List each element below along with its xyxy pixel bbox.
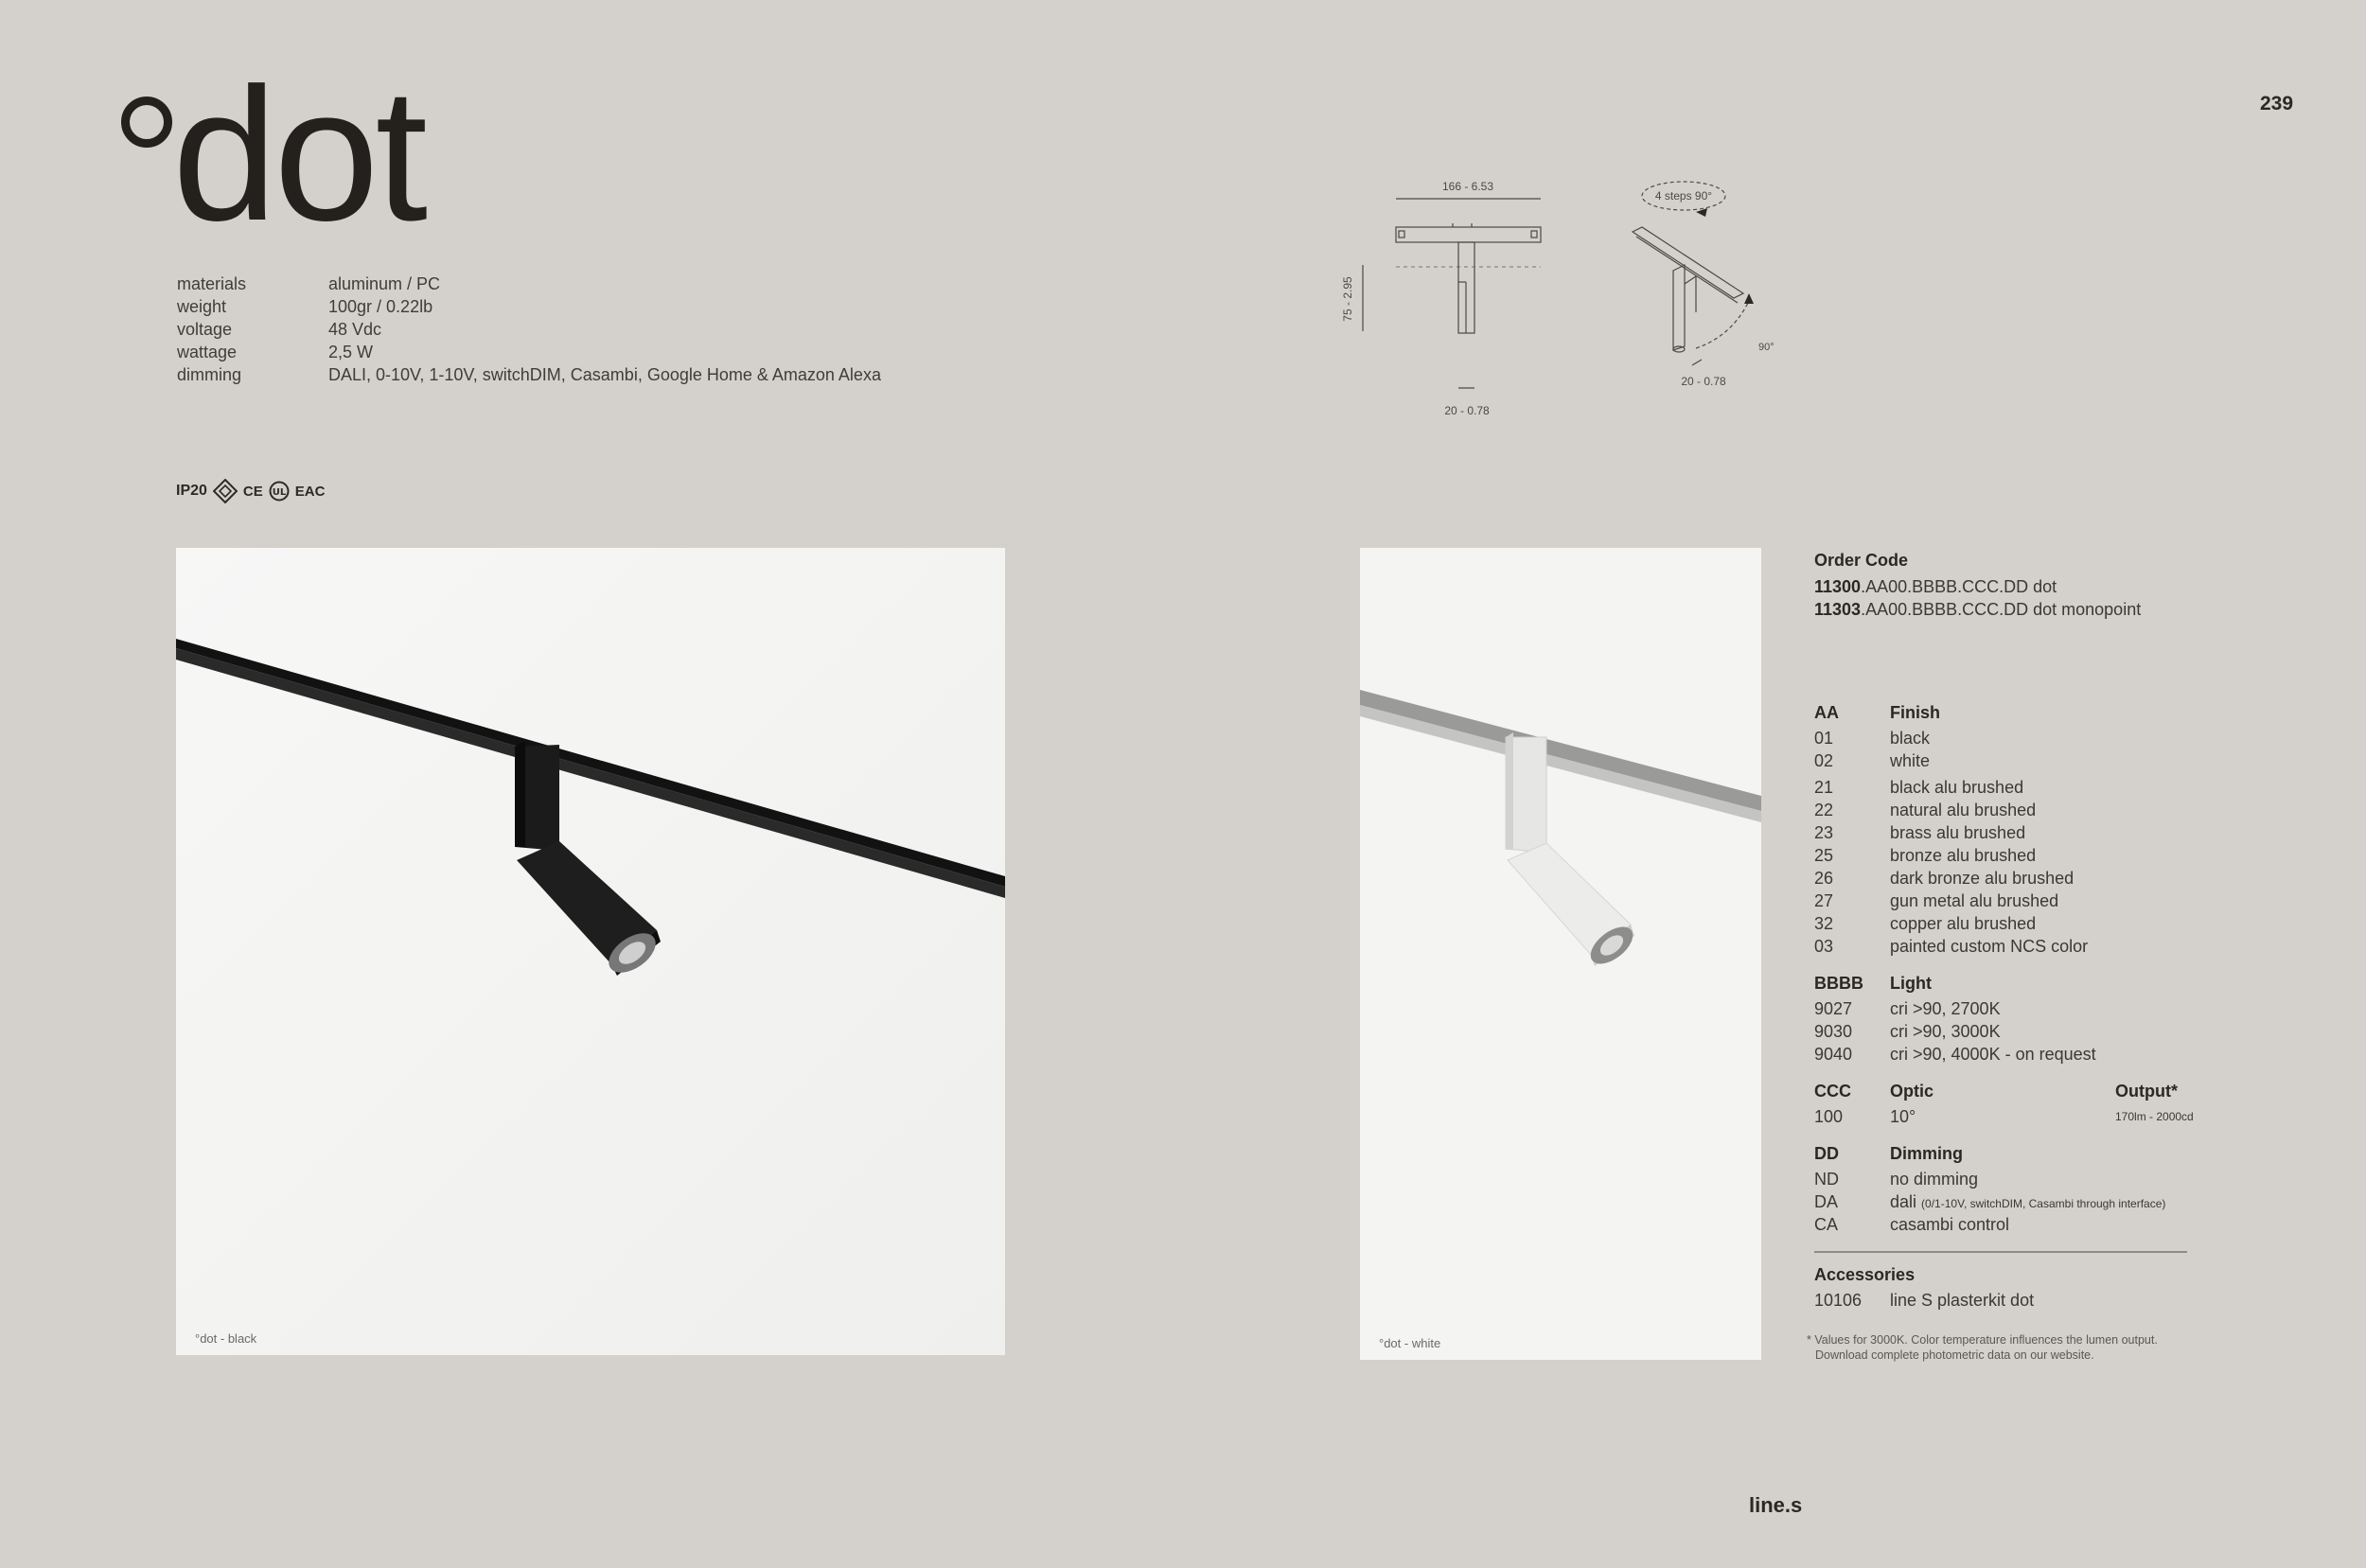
photo-caption: °dot - white xyxy=(1379,1336,1441,1350)
dim-width-label: 166 - 6.53 xyxy=(1441,180,1494,193)
table-row: 10106 line S plasterkit dot xyxy=(1814,1290,2035,1310)
spec-list xyxy=(177,273,881,386)
iso-view xyxy=(1633,182,1749,365)
side-depth-label: 20 - 0.78 xyxy=(1681,375,1726,388)
table-row: DA dali (0/1-10V, switchDIM, Casambi through interface) xyxy=(1814,1191,2166,1211)
tilt-arrow-icon xyxy=(1744,293,1754,304)
table-row: CA casambi control xyxy=(1814,1214,2010,1234)
table-row: 26 dark bronze alu brushed xyxy=(1814,868,2075,888)
table-row: 01 black xyxy=(1814,728,1931,748)
certification-marks xyxy=(176,479,325,503)
order-code-line: 11300.AA00.BBBB.CCC.DD dot xyxy=(1814,577,2057,596)
table-row: 02 white xyxy=(1814,750,1931,770)
photo-caption: °dot - black xyxy=(195,1331,257,1346)
ip-rating: IP20 xyxy=(176,483,207,499)
table-row: 21 black alu brushed xyxy=(1814,777,2024,797)
rotation-steps-label: 4 steps 90° xyxy=(1654,189,1713,203)
degree-ring-logo xyxy=(121,97,172,148)
table-row: 9027 cri >90, 2700K xyxy=(1814,998,2001,1018)
table-row: ND no dimming xyxy=(1814,1169,1979,1189)
page-title: dot xyxy=(117,61,424,250)
table-row: 32 copper alu brushed xyxy=(1814,913,2037,933)
spec-row: dimming DALI, 0-10V, 1-10V, switchDIM, Casambi, Google Home & Amazon Alexa xyxy=(177,365,881,384)
ul-listed-icon xyxy=(269,481,290,502)
order-code-line: 11303.AA00.BBBB.CCC.DD dot monopoint xyxy=(1814,600,2142,619)
table-row: 100 10° 170lm - 2000cd xyxy=(1814,1106,2194,1126)
technical-drawing xyxy=(1325,170,1779,435)
table-row: 27 gun metal alu brushed xyxy=(1814,890,2059,910)
product-render-white xyxy=(1360,548,1761,1360)
order-code-heading: Order Code xyxy=(1814,551,1909,570)
options-table xyxy=(1814,700,2231,1312)
svg-text:UL: UL xyxy=(272,487,287,498)
spec-row: wattage 2,5 W xyxy=(177,343,374,361)
table-row: 9040 cri >90, 4000K - on request xyxy=(1814,1044,2096,1064)
light-header: BBBB Light xyxy=(1814,974,1932,993)
brand-footer: line.s xyxy=(1749,1493,1803,1517)
product-photo-white xyxy=(1360,548,1761,1360)
page-number: 239 xyxy=(2260,93,2294,115)
front-view xyxy=(1363,199,1541,388)
product-render-black xyxy=(176,548,1005,1355)
table-row: 25 bronze alu brushed xyxy=(1814,845,2037,865)
tilt-angle-label: 90° xyxy=(1758,342,1774,353)
finish-header: AA Finish xyxy=(1814,703,1940,722)
optic-header: CCC Optic Output* xyxy=(1814,1082,2178,1101)
dim-depth-label: 20 - 0.78 xyxy=(1444,404,1490,417)
class-iii-icon xyxy=(213,479,238,503)
table-row: 03 painted custom NCS color xyxy=(1814,936,2089,956)
footnote: * Values for 3000K. Color temperature influences the lumen output. Download complete photometric data on our website. xyxy=(1807,1333,2158,1362)
table-row: 9030 cri >90, 3000K xyxy=(1814,1021,2001,1041)
spec-row: weight 100gr / 0.22lb xyxy=(177,297,433,316)
dim-height-label: 75 - 2.95 xyxy=(1341,276,1354,322)
spec-row: materials aluminum / PC xyxy=(177,274,441,293)
spec-row: voltage 48 Vdc xyxy=(177,320,382,339)
eac-mark: EAC xyxy=(294,483,326,500)
rotate-arrow-icon xyxy=(1696,208,1707,217)
order-code-block xyxy=(1814,549,2141,621)
table-row: 22 natural alu brushed xyxy=(1814,800,2037,819)
ce-mark: CE xyxy=(242,483,263,500)
dimming-header: DD Dimming xyxy=(1814,1144,1964,1163)
accessories-header: Accessories xyxy=(1814,1265,1916,1284)
table-row: 23 brass alu brushed xyxy=(1814,822,2026,842)
product-photo-black xyxy=(176,548,1005,1355)
divider xyxy=(1814,1251,2187,1253)
